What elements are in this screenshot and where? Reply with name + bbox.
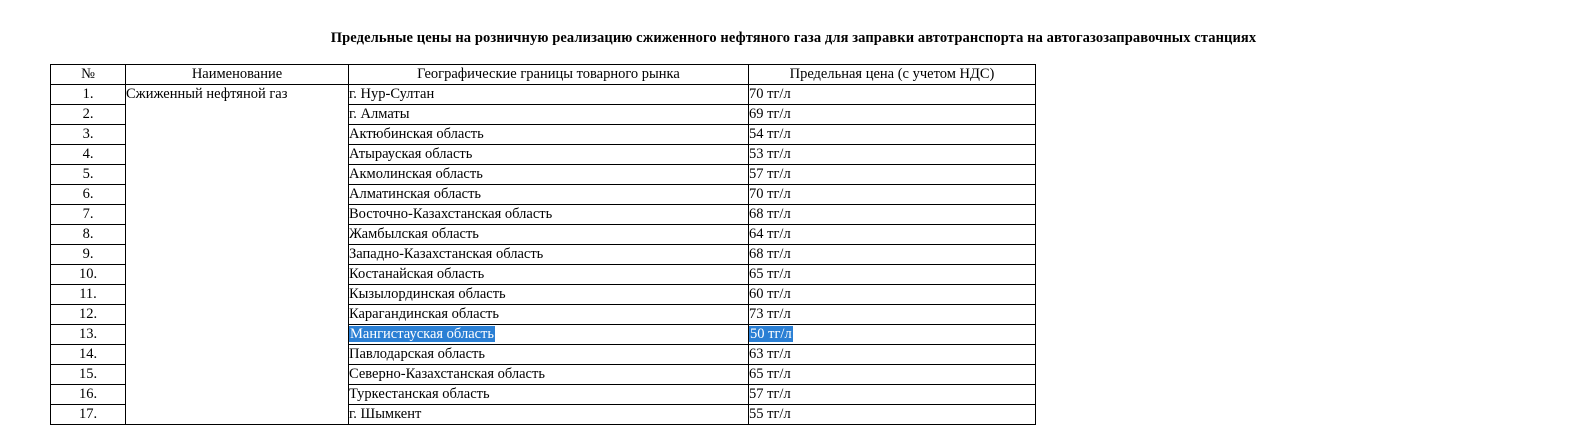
cell-region: Жамбылская область [349,225,749,245]
column-header-name: Наименование [126,65,349,85]
cell-number: 17. [51,405,126,425]
cell-price: 64 тг/л [749,225,1036,245]
cell-region: г. Алматы [349,105,749,125]
cell-number: 12. [51,305,126,325]
cell-number: 1. [51,85,126,105]
table-header-row [51,65,1036,85]
cell-price: 54 тг/л [749,125,1036,145]
cell-product-name: Сжиженный нефтяной газ [126,85,349,425]
cell-region: Костанайская область [349,265,749,285]
cell-number: 3. [51,125,126,145]
cell-price: 65 тг/л [749,265,1036,285]
cell-number: 2. [51,105,126,125]
page-title: Предельные цены на розничную реализацию сжиженного нефтяного газа для заправки автотранспорта на автогазозаправочных станциях [330,30,1257,46]
cell-price: 65 тг/л [749,365,1036,385]
cell-price: 68 тг/л [749,245,1036,265]
table-row[interactable] [51,85,1036,105]
cell-number: 9. [51,245,126,265]
cell-number: 6. [51,185,126,205]
cell-region: г. Шымкент [349,405,749,425]
cell-number: 16. [51,385,126,405]
price-table-container [50,64,1035,425]
cell-price [749,325,1036,345]
cell-region: Западно-Казахстанская область [349,245,749,265]
cell-region: Акмолинская область [349,165,749,185]
cell-region: Восточно-Казахстанская область [349,205,749,225]
cell-price: 68 тг/л [749,205,1036,225]
cell-price: 63 тг/л [749,345,1036,365]
cell-number: 15. [51,365,126,385]
cell-region: Актюбинская область [349,125,749,145]
cell-number: 4. [51,145,126,165]
column-header-price: Предельная цена (с учетом НДС) [749,65,1036,85]
cell-price: 73 тг/л [749,305,1036,325]
cell-number: 7. [51,205,126,225]
cell-region: Северно-Казахстанская область [349,365,749,385]
cell-price: 70 тг/л [749,185,1036,205]
cell-price: 60 тг/л [749,285,1036,305]
cell-region: Атырауская область [349,145,749,165]
cell-region: Павлодарская область [349,345,749,365]
table-body [51,85,1036,425]
column-header-number: № [51,65,126,85]
cell-region: Кызылординская область [349,285,749,305]
cell-number: 14. [51,345,126,365]
cell-region: г. Нур-Султан [349,85,749,105]
cell-region [349,325,749,345]
cell-price: 69 тг/л [749,105,1036,125]
price-table [50,64,1036,425]
column-header-region: Географические границы товарного рынка [349,65,749,85]
cell-region: Алматинская область [349,185,749,205]
cell-number: 13. [51,325,126,345]
cell-number: 11. [51,285,126,305]
cell-price: 53 тг/л [749,145,1036,165]
cell-number: 5. [51,165,126,185]
selected-region-text: Мангистауская область [350,326,495,343]
cell-number: 8. [51,225,126,245]
cell-price: 57 тг/л [749,165,1036,185]
cell-price: 57 тг/л [749,385,1036,405]
cell-price: 55 тг/л [749,405,1036,425]
cell-region: Туркестанская область [349,385,749,405]
selected-price-text: 50 тг/л [750,326,792,343]
cell-price: 70 тг/л [749,85,1036,105]
cell-region: Карагандинская область [349,305,749,325]
cell-number: 10. [51,265,126,285]
